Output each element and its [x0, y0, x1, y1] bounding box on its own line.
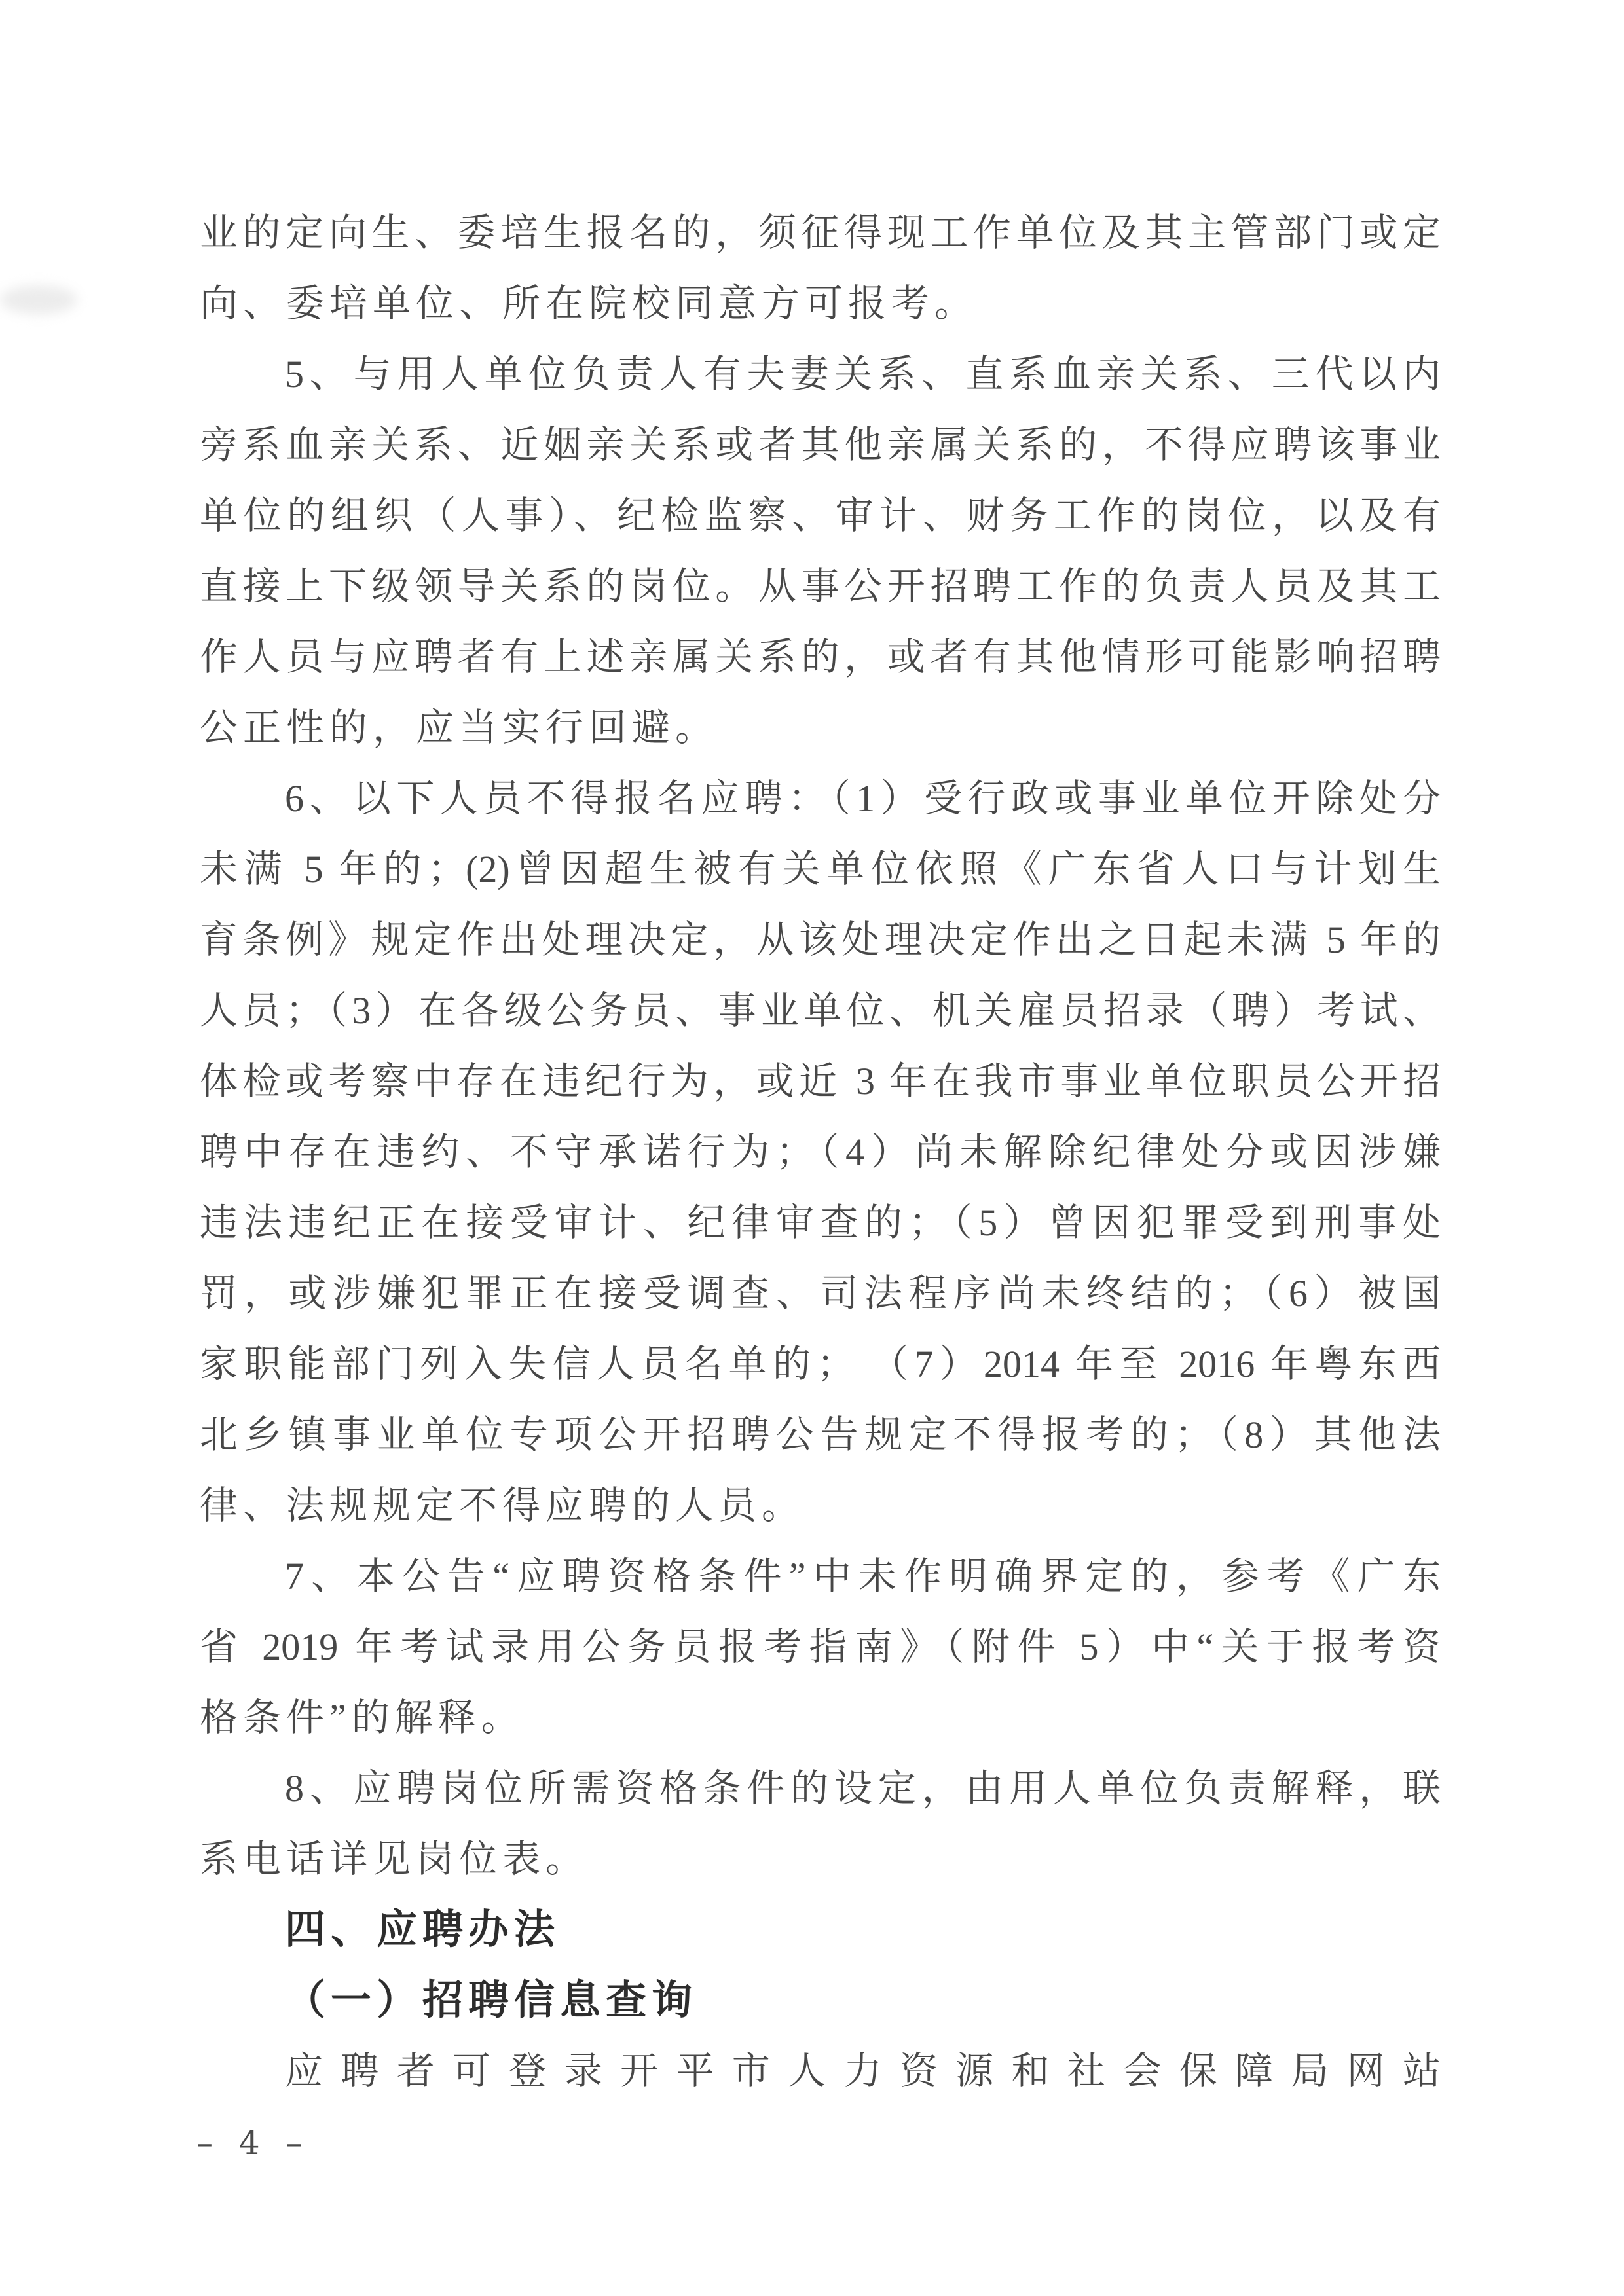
section-heading: 四、应聘办法: [285, 1907, 561, 1952]
text-line: 7、本公告“应聘资格条件”中未作明确界定的，参考《广东: [285, 1555, 1441, 1597]
text-line: 省 2019 年考试录用公务员报考指南》（附件 5）中“关于报考资: [200, 1626, 1441, 1668]
document-body: [200, 198, 1441, 2107]
text-line: 律、法规规定不得应聘的人员。: [200, 1484, 805, 1527]
text-line: 8、应聘岗位所需资格条件的设定，由用人单位负责解释，联: [285, 1767, 1441, 1810]
text-line: 罚，或涉嫌犯罪正在接受调查、司法程序尚未终结的；（6）被国: [200, 1272, 1441, 1315]
text-line: 体检或考察中存在违纪行为，或近 3 年在我市事业单位职员公开招: [200, 1060, 1441, 1102]
text-line: 6、以下人员不得报名应聘：（1）受行政或事业单位开除处分: [285, 777, 1441, 820]
page-number: – 4 –: [196, 2124, 310, 2162]
text-line: 业的定向生、委培生报名的，须征得现工作单位及其主管部门或定: [200, 211, 1441, 254]
text-line: 北乡镇事业单位专项公开招聘公告规定不得报考的；（8）其他法: [200, 1413, 1441, 1456]
text-line: 向、委培单位、所在院校同意方可报考。: [200, 282, 978, 325]
text-line: 格条件”的解释。: [200, 1696, 525, 1739]
subsection-heading: （一）招聘信息查询: [285, 1978, 698, 2023]
text-line: 人员；（3）在各级公务员、事业单位、机关雇员招录（聘）考试、: [200, 989, 1441, 1032]
text-line: 5、与用人单位负责人有夫妻关系、直系血亲关系、三代以内: [285, 353, 1441, 395]
text-line: 聘中存在违约、不守承诺行为；（4）尚未解除纪律处分或因涉嫌: [200, 1131, 1441, 1173]
text-line: 系电话详见岗位表。: [200, 1838, 589, 1880]
text-line: 单位的组织（人事）、纪检监察、审计、财务工作的岗位，以及有: [200, 494, 1441, 537]
scan-artifact: [0, 285, 77, 314]
text-line: 作人员与应聘者有上述亲属关系的，或者有其他情形可能影响招聘: [200, 636, 1441, 678]
text-line: 违法违纪正在接受审计、纪律审查的；（5）曾因犯罪受到刑事处: [200, 1201, 1441, 1244]
text-line: 公正性的，应当实行回避。: [200, 706, 719, 749]
text-line: 直接上下级领导关系的岗位。从事公开招聘工作的负责人员及其工: [200, 565, 1441, 608]
text-line: 育条例》规定作出处理决定，从该处理决定作出之日起未满 5 年的: [200, 919, 1441, 961]
text-line: 家职能部门列入失信人员名单的； （7）2014 年至 2016 年粤东西: [200, 1343, 1441, 1385]
text-line: 旁系血亲关系、近姻亲关系或者其他亲属关系的，不得应聘该事业: [200, 424, 1441, 466]
text-line: 应聘者可登录开平市人力资源和社会保障局网站: [285, 2050, 1441, 2092]
text-line: 未满 5 年的；(2)曾因超生被有关单位依照《广东省人口与计划生: [200, 848, 1441, 890]
